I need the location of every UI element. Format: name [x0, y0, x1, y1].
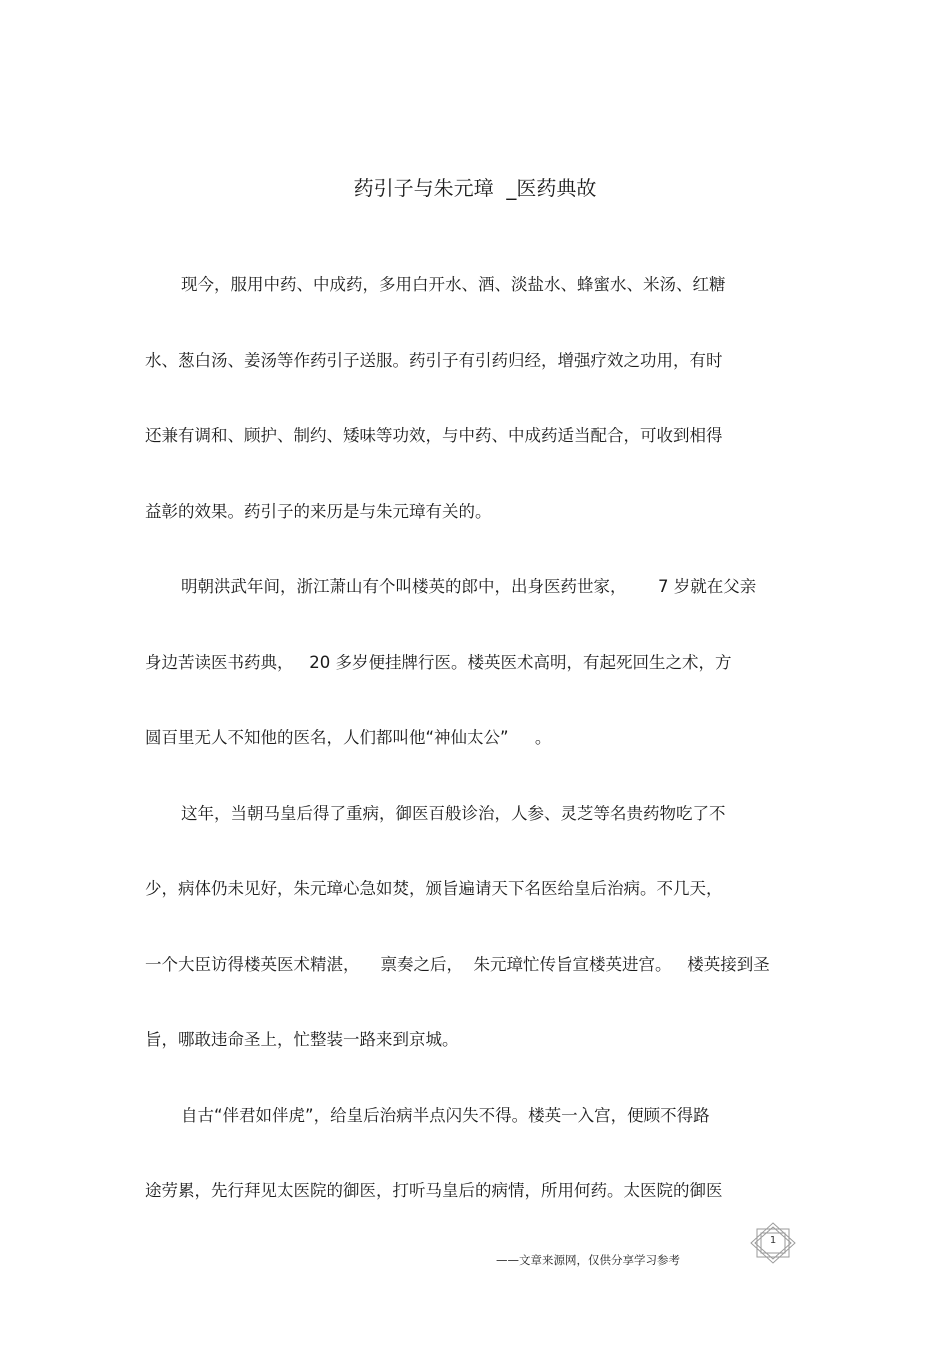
body-line: 途劳累，先行拜见太医院的御医，打听马皇后的病情，所用何药。太医院的御医 — [145, 1181, 723, 1200]
body-line: 一个大臣访得楼英医术精湛， 禀奏之后， 朱元璋忙传旨宣楼英进宫。 楼英接到圣 — [145, 954, 770, 974]
body-line: 现今，服用中药、中成药，多用白开水、酒、淡盐水、蜂蜜水、米汤、红糖 — [181, 275, 726, 294]
body-line: 少，病体仍未见好，朱元璋心急如焚，颁旨遍请天下名医给皇后治病。不几天， — [145, 879, 723, 898]
body-line: 水、葱白汤、姜汤等作药引子送服。药引子有引药归经，增强疗效之功用，有时 — [145, 350, 723, 370]
body-line: 身边苦读医书药典， 20 多岁便挂牌行医。楼英医术高明，有起死回生之术，方 — [145, 652, 732, 672]
document-body — [145, 268, 805, 1250]
body-line: 益彰的效果。药引子的来历是与朱元璋有关的。 — [145, 501, 492, 521]
document-title: 药引子与朱元璋 _医药典故 — [353, 176, 597, 200]
body-line: 还兼有调和、顾护、制约、矮味等功效，与中药、中成药适当配合，可收到相得 — [145, 426, 723, 445]
page-number: 1 — [769, 1235, 777, 1246]
body-line: 自古“伴君如伴虎”，给皇后治病半点闪失不得。楼英一入宫，便顾不得路 — [181, 1105, 710, 1125]
body-line: 明朝洪武年间，浙江萧山有个叫楼英的郎中，出身医药世家， 7 岁就在父亲 — [181, 577, 757, 596]
body-line: 这年，当朝马皇后得了重病，御医百般诊治，人参、灵芝等名贵药物吃了不 — [181, 803, 726, 823]
body-line: 圆百里无人不知他的医名，人们都叫他“神仙太公” 。 — [145, 728, 552, 747]
footer-note: ——文章来源网，仅供分享学习参考 — [496, 1253, 680, 1267]
body-line: 旨，哪敢违命圣上，忙整装一路来到京城。 — [145, 1030, 459, 1049]
